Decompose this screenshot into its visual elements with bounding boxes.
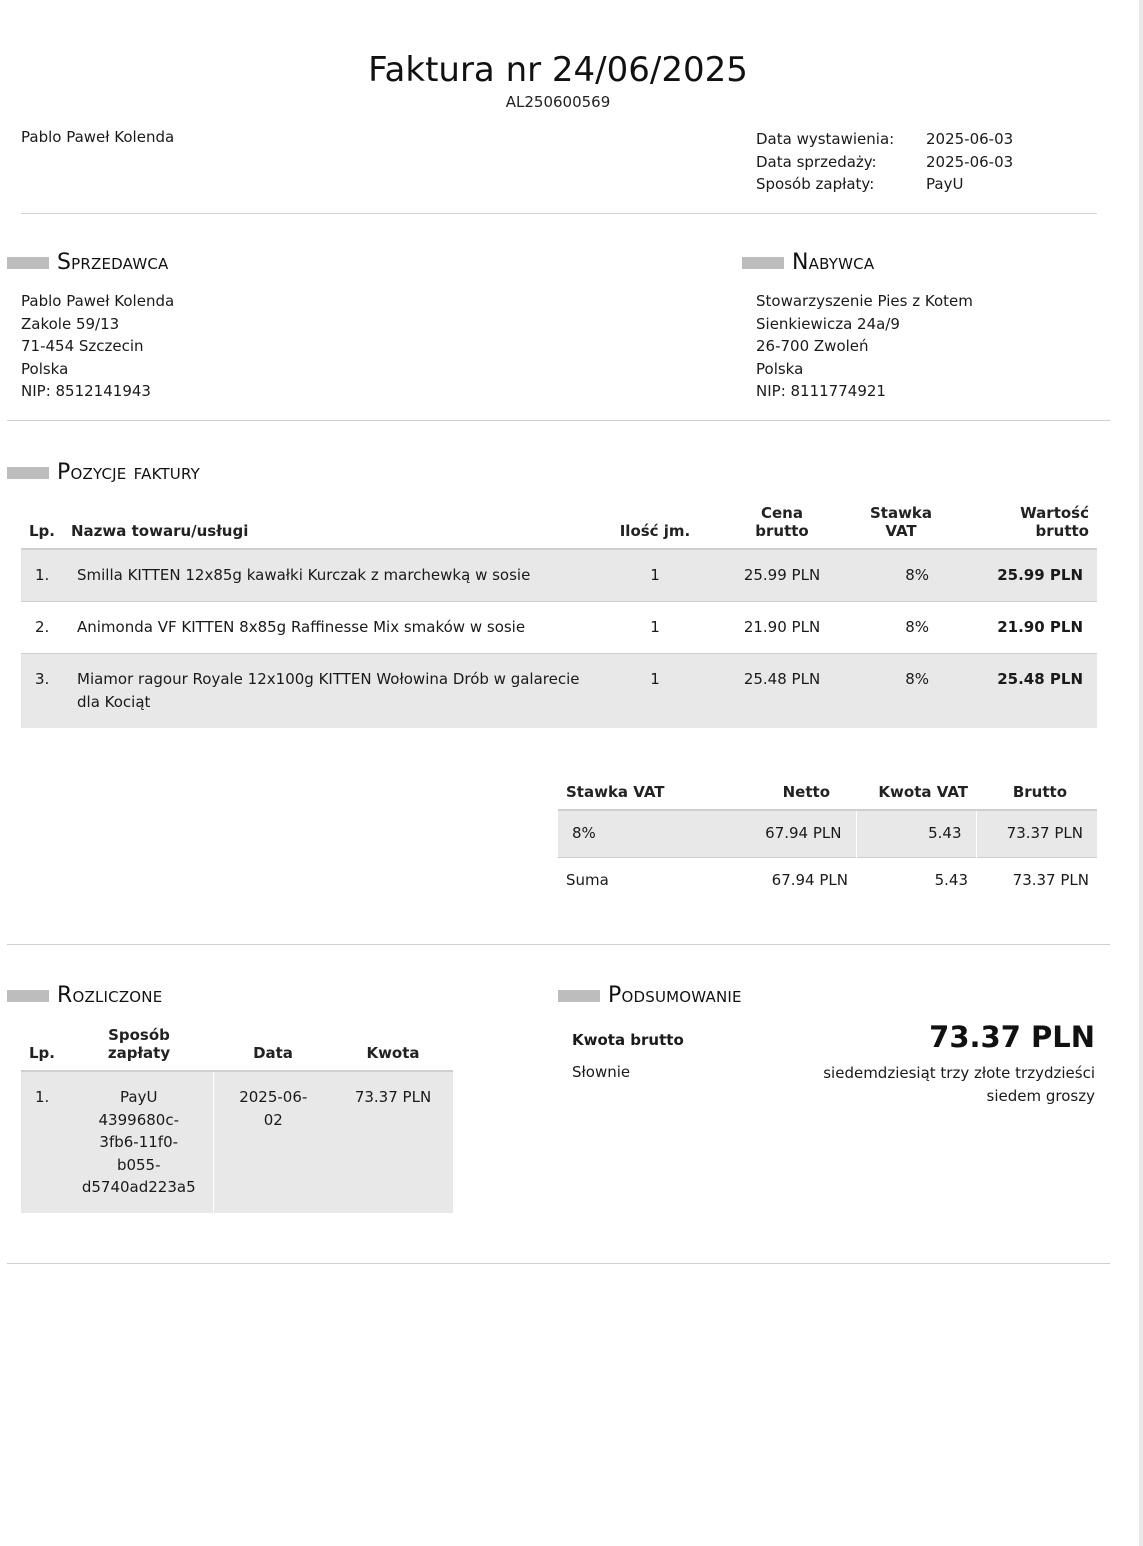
settled-heading-text: Rozliczone bbox=[57, 983, 163, 1008]
date-line: 02 bbox=[263, 1110, 283, 1129]
settled-header-method bbox=[65, 1026, 213, 1071]
seller-address bbox=[21, 290, 174, 403]
settled-cell-amount: 73.37 PLN bbox=[354, 1088, 432, 1106]
invoice-document-id: AL250600569 bbox=[505, 93, 611, 111]
table-row bbox=[21, 654, 1097, 729]
cell-qty: 1 bbox=[650, 566, 660, 584]
divider bbox=[7, 944, 1110, 945]
vat-header-net: Netto bbox=[782, 783, 830, 801]
invoice-meta bbox=[756, 128, 1013, 196]
cell-total: 25.48 PLN bbox=[997, 670, 1083, 688]
items-table bbox=[21, 504, 1097, 728]
divider bbox=[7, 420, 1110, 421]
header-price-line2: brutto bbox=[755, 522, 809, 540]
heading-bar bbox=[558, 990, 600, 1002]
heading-bar bbox=[7, 990, 49, 1002]
header-price bbox=[721, 504, 843, 549]
cell-qty: 1 bbox=[650, 670, 660, 688]
cell-lp: 3. bbox=[35, 670, 50, 688]
vat-row bbox=[558, 810, 1097, 858]
cell-total: 25.99 PLN bbox=[997, 566, 1083, 584]
meta-sale-date bbox=[756, 151, 1013, 174]
seller-city: 71-454 Szczecin bbox=[21, 337, 144, 355]
summary-gross-label: Kwota brutto bbox=[572, 1031, 684, 1049]
heading-bar bbox=[7, 257, 49, 269]
seller-street: Zakole 59/13 bbox=[21, 314, 120, 333]
settled-header-date: Data bbox=[253, 1044, 293, 1062]
settled-cell-method bbox=[65, 1071, 213, 1213]
vat-cell-gross: 73.37 PLN bbox=[1006, 824, 1083, 842]
cell-name: Smilla KITTEN 12x85g kawałki Kurczak z marchewką w sosie bbox=[77, 566, 531, 584]
vat-sum-gross: 73.37 PLN bbox=[1012, 871, 1089, 889]
summary-words-label: Słownie bbox=[572, 1063, 631, 1081]
method-line: d5740ad223a5 bbox=[81, 1178, 196, 1196]
seller-name: Pablo Paweł Kolenda bbox=[21, 292, 175, 310]
meta-payment-method bbox=[756, 173, 1013, 196]
vat-cell-rate: 8% bbox=[572, 824, 596, 842]
seller-heading bbox=[7, 250, 168, 275]
cell-vat: 8% bbox=[905, 618, 929, 636]
summary-words-line: siedemdziesiąt trzy złote trzydzieści bbox=[823, 1064, 1095, 1082]
cell-name: Miamor ragour Royale 12x100g KITTEN Wołowina Drób w galarecie dla Kociąt bbox=[77, 670, 580, 711]
cell-price: 25.99 PLN bbox=[743, 566, 821, 584]
buyer-street: Sienkiewicza 24a/9 bbox=[756, 314, 900, 333]
date-line: 2025-06- bbox=[239, 1088, 308, 1106]
table-row bbox=[21, 602, 1097, 654]
settled-heading bbox=[7, 983, 162, 1008]
items-heading-text: Pozycje faktury bbox=[57, 460, 201, 485]
vat-header-rate: Stawka VAT bbox=[566, 783, 665, 801]
header-lp: Lp. bbox=[29, 522, 55, 540]
meta-label: Sposób zapłaty: bbox=[756, 175, 875, 193]
cell-lp: 1. bbox=[35, 566, 50, 584]
method-line: b055- bbox=[116, 1155, 161, 1174]
buyer-heading-text: Nabywca bbox=[792, 250, 875, 275]
divider bbox=[7, 1263, 1110, 1264]
method-line: 4399680c- bbox=[98, 1110, 179, 1129]
cell-total: 21.90 PLN bbox=[997, 618, 1083, 636]
buyer-address bbox=[756, 290, 973, 403]
settled-header-lp: Lp. bbox=[29, 1044, 55, 1062]
cell-price: 21.90 PLN bbox=[743, 618, 821, 636]
meta-value: 2025-06-03 bbox=[926, 130, 1014, 148]
divider bbox=[21, 213, 1097, 214]
seller-heading-text: Sprzedawca bbox=[57, 250, 169, 275]
vat-sum-net: 67.94 PLN bbox=[771, 871, 848, 889]
page-edge bbox=[1139, 0, 1143, 1546]
method-line: 3fb6-11f0- bbox=[99, 1133, 179, 1151]
buyer-name: Stowarzyszenie Pies z Kotem bbox=[756, 292, 973, 310]
invoice-title: Faktura nr 24/06/2025 bbox=[368, 50, 748, 90]
table-row bbox=[21, 549, 1097, 602]
seller-country: Polska bbox=[21, 359, 69, 378]
settled-header-amount: Kwota bbox=[366, 1044, 420, 1062]
settled-cell-date bbox=[213, 1071, 333, 1213]
vat-sum-label: Suma bbox=[566, 871, 609, 889]
cell-lp: 2. bbox=[35, 618, 50, 636]
buyer-country: Polska bbox=[756, 359, 804, 378]
settled-table bbox=[21, 1026, 453, 1213]
vat-header-row bbox=[558, 783, 1097, 810]
settled-header-row bbox=[21, 1026, 453, 1071]
meta-label: Data wystawienia: bbox=[756, 130, 895, 148]
settled-cell-lp: 1. bbox=[35, 1088, 50, 1106]
meta-label: Data sprzedaży: bbox=[756, 152, 877, 171]
header-name: Nazwa towaru/usługi bbox=[71, 522, 249, 540]
summary-words bbox=[760, 1062, 1095, 1107]
settled-header-method-line1: Sposób bbox=[108, 1026, 170, 1044]
cell-name: Animonda VF KITTEN 8x85g Raffinesse Mix smaków w sosie bbox=[77, 618, 526, 636]
heading-bar bbox=[7, 467, 49, 479]
seller-nip: NIP: 8512141943 bbox=[21, 382, 151, 400]
vat-summary-table bbox=[558, 783, 1097, 904]
cell-price: 25.48 PLN bbox=[743, 670, 821, 688]
header-price-line1: Cena bbox=[761, 504, 803, 522]
header-vat-line1: Stawka bbox=[869, 504, 933, 522]
settled-row bbox=[21, 1071, 453, 1213]
vat-cell-vat: 5.43 bbox=[856, 810, 976, 858]
header-vat-line2: VAT bbox=[885, 522, 917, 540]
settled-header-method-line2: zapłaty bbox=[107, 1044, 171, 1062]
vat-sum-vat: 5.43 bbox=[934, 871, 968, 889]
header-vat bbox=[843, 504, 959, 549]
vat-cell-net: 67.94 PLN bbox=[708, 810, 856, 858]
method-line: PayU bbox=[120, 1088, 158, 1106]
buyer-city: 26-700 Zwoleń bbox=[756, 337, 869, 355]
summary-heading bbox=[558, 983, 742, 1008]
meta-issue-date bbox=[756, 128, 1013, 151]
cell-qty: 1 bbox=[650, 618, 660, 636]
vat-header-gross: Brutto bbox=[1012, 783, 1067, 801]
header-qty: Ilość jm. bbox=[619, 522, 691, 540]
meta-value: 2025-06-03 bbox=[926, 152, 1014, 171]
meta-value: PayU bbox=[926, 175, 964, 193]
buyer-heading bbox=[742, 250, 874, 275]
heading-bar bbox=[742, 257, 784, 269]
issuer-name: Pablo Paweł Kolenda bbox=[21, 128, 175, 146]
vat-header-vat: Kwota VAT bbox=[878, 783, 968, 801]
items-heading bbox=[7, 460, 200, 485]
items-header-row bbox=[21, 504, 1097, 549]
header-total: Wartość brutto bbox=[1020, 504, 1089, 540]
cell-vat: 8% bbox=[905, 670, 929, 688]
buyer-nip: NIP: 8111774921 bbox=[756, 382, 886, 400]
summary-heading-text: Podsumowanie bbox=[608, 983, 742, 1008]
summary-gross-value: 73.37 PLN bbox=[929, 1020, 1095, 1054]
vat-sum-row bbox=[558, 858, 1097, 905]
cell-vat: 8% bbox=[905, 566, 929, 584]
summary-words-line: siedem groszy bbox=[986, 1086, 1095, 1105]
